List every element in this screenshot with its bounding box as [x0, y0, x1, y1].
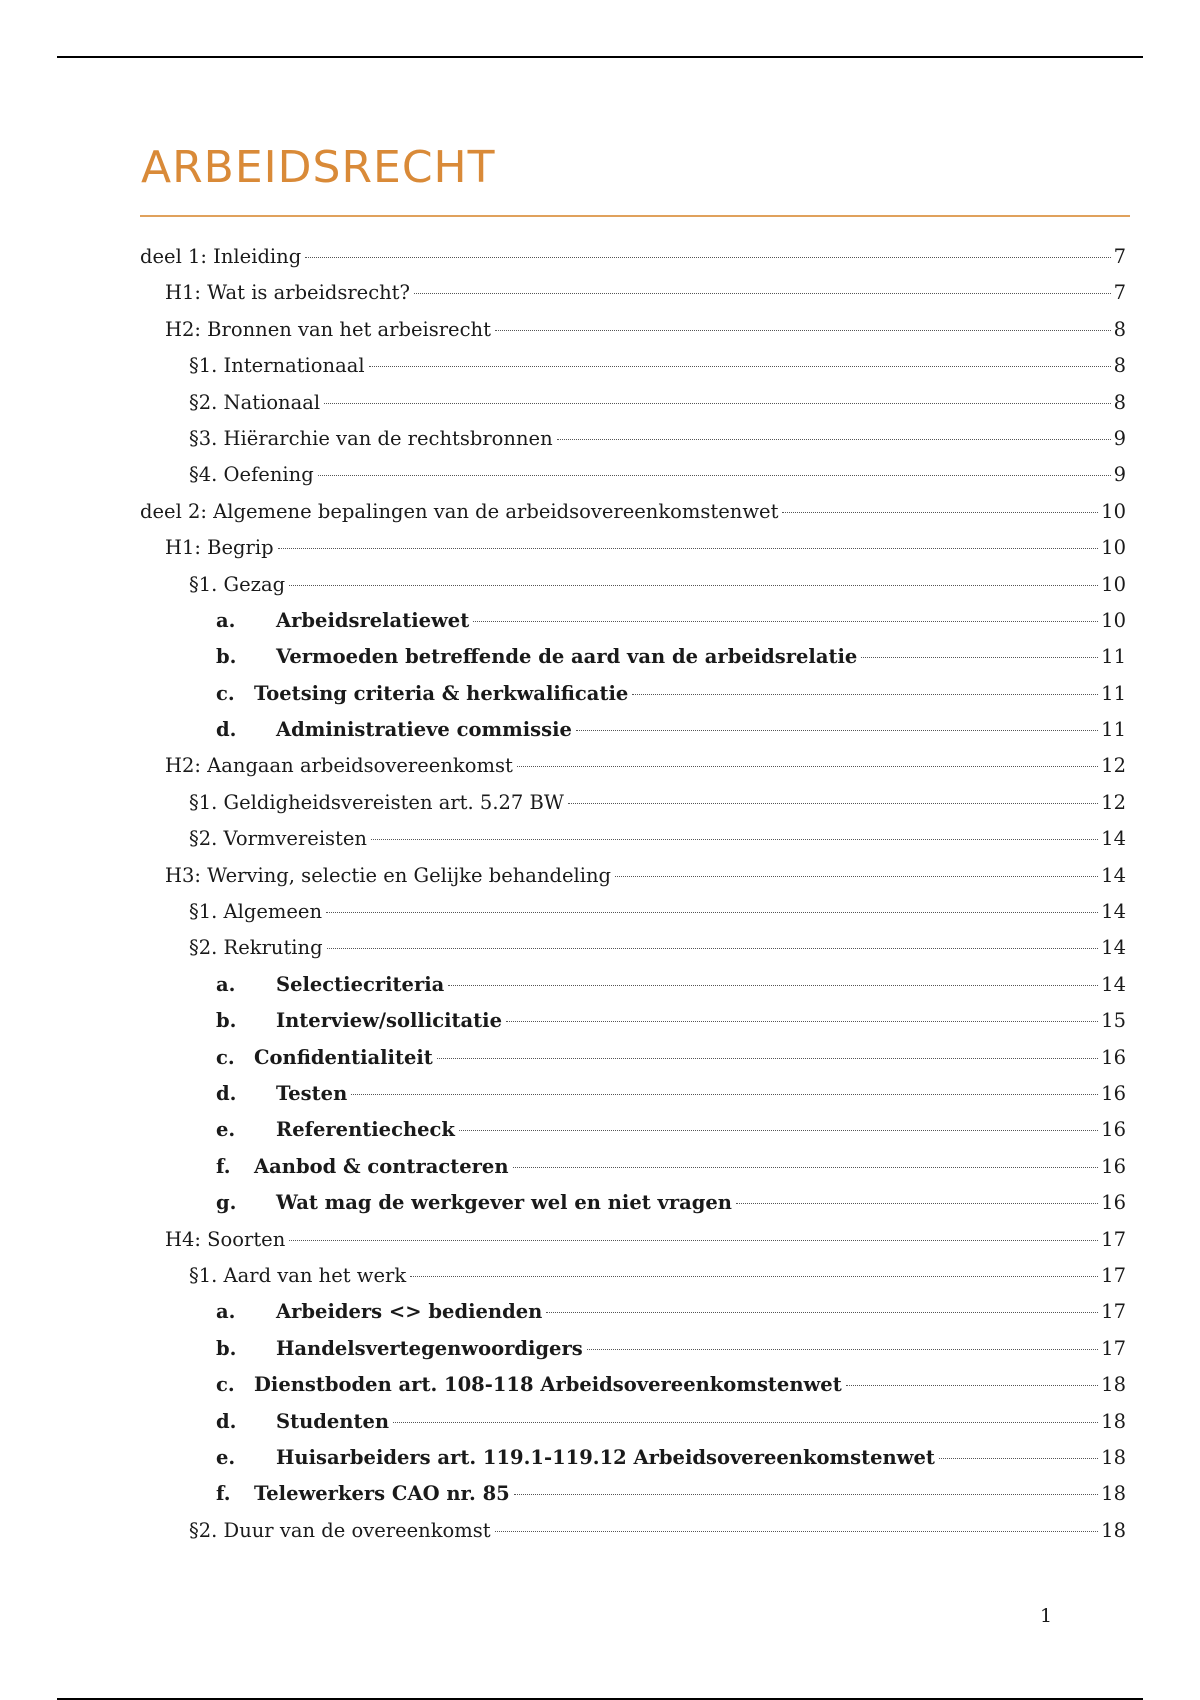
toc-dot-leader [327, 948, 1099, 949]
toc-dot-leader [517, 766, 1098, 767]
toc-entry[interactable] [140, 354, 1126, 390]
toc-page-number: 18 [1101, 1445, 1126, 1469]
toc-dot-leader [473, 621, 1098, 622]
toc-entry-text: Vermoeden betreffende de aard van de arbeidsrelatie [276, 645, 858, 669]
toc-entry-label: c. [216, 681, 235, 705]
toc-entry-label: b. [216, 1009, 237, 1033]
toc-page-number: 10 [1101, 499, 1126, 523]
toc-dot-leader [369, 366, 1111, 367]
toc-dot-leader [513, 1167, 1099, 1168]
toc-page-number: 17 [1101, 1336, 1126, 1360]
toc-entry-text: Toetsing criteria & herkwalificatie [254, 681, 629, 705]
toc-entry-label: c. [216, 1373, 235, 1397]
toc-page-number: 14 [1101, 900, 1126, 924]
toc-entry-text: Administratieve commissie [276, 718, 572, 742]
toc-entry[interactable] [140, 1410, 1126, 1446]
toc-entry[interactable] [140, 718, 1126, 754]
toc-dot-leader [514, 1494, 1098, 1495]
toc-dot-leader [495, 1531, 1099, 1532]
toc-entry[interactable] [140, 463, 1126, 499]
toc-dot-leader [495, 330, 1111, 331]
toc-entry-text: Arbeidsrelatiewet [276, 608, 470, 632]
toc-page-number: 12 [1101, 790, 1126, 814]
toc-page-number: 11 [1101, 681, 1126, 705]
toc-dot-leader [459, 1130, 1098, 1131]
toc-entry[interactable] [140, 1009, 1126, 1045]
toc-dot-leader [861, 657, 1098, 658]
toc-dot-leader [448, 985, 1098, 986]
toc-entry[interactable] [140, 391, 1126, 427]
toc-entry-text: Selectiecriteria [276, 972, 445, 996]
page-number: 1 [1040, 1605, 1053, 1627]
toc-dot-leader [587, 1349, 1098, 1350]
toc-entry[interactable] [140, 791, 1126, 827]
toc-page-number: 16 [1101, 1081, 1126, 1105]
toc-entry-label: f. [216, 1154, 231, 1178]
toc-entry-text: §1. Gezag [189, 572, 286, 596]
toc-entry[interactable] [140, 682, 1126, 718]
toc-entry-text: §1. Aard van het werk [189, 1263, 407, 1287]
toc-page-number: 16 [1101, 1191, 1126, 1215]
toc-entry-label: d. [216, 1409, 237, 1433]
toc-entry-text: Arbeiders <> bedienden [276, 1300, 543, 1324]
toc-entry-text: H1: Begrip [165, 536, 274, 560]
toc-entry[interactable] [140, 1191, 1126, 1227]
toc-page-number: 16 [1101, 1118, 1126, 1142]
toc-page-number: 18 [1101, 1482, 1126, 1506]
toc-entry[interactable] [140, 1482, 1126, 1518]
toc-dot-leader [437, 1058, 1098, 1059]
toc-entry-text: Huisarbeiders art. 119.1-119.12 Arbeidsovereenkomstenwet [276, 1445, 935, 1469]
toc-page-number: 18 [1101, 1409, 1126, 1433]
toc-page-number: 18 [1101, 1373, 1126, 1397]
toc-entry-text: Referentiecheck [276, 1118, 455, 1142]
toc-entry[interactable] [140, 245, 1126, 281]
toc-entry[interactable] [140, 973, 1126, 1009]
toc-entry[interactable] [140, 1373, 1126, 1409]
toc-page-number: 11 [1101, 645, 1126, 669]
toc-dot-leader [326, 912, 1098, 913]
toc-entry-text: H3: Werving, selectie en Gelijke behandeling [165, 863, 612, 887]
toc-entry-text: Studenten [276, 1409, 390, 1433]
toc-entry-label: b. [216, 1336, 237, 1360]
toc-entry-text: deel 2: Algemene bepalingen van de arbeidsovereenkomstenwet [140, 499, 779, 523]
toc-entry[interactable] [140, 1264, 1126, 1300]
toc-entry-label: d. [216, 1081, 237, 1105]
toc-dot-leader [324, 403, 1110, 404]
toc-page-number: 14 [1101, 827, 1126, 851]
toc-entry-label: a. [216, 1300, 236, 1324]
toc-entry[interactable] [140, 500, 1126, 536]
toc-entry[interactable] [140, 573, 1126, 609]
toc-dot-leader [576, 730, 1098, 731]
toc-entry-text: Telewerkers CAO nr. 85 [254, 1482, 510, 1506]
toc-entry-text: Wat mag de werkgever wel en niet vragen [276, 1191, 732, 1215]
title-underline [140, 215, 1130, 217]
toc-dot-leader [782, 512, 1098, 513]
toc-dot-leader [557, 439, 1111, 440]
toc-page-number: 8 [1113, 317, 1126, 341]
toc-entry-text: §2. Nationaal [189, 390, 321, 414]
toc-dot-leader [289, 585, 1098, 586]
toc-dot-leader [736, 1203, 1098, 1204]
toc-page-number: 8 [1113, 390, 1126, 414]
toc-entry[interactable] [140, 754, 1126, 790]
toc-entry-text: §1. Geldigheidsvereisten art. 5.27 BW [189, 790, 564, 814]
toc-entry[interactable] [140, 536, 1126, 572]
toc-page-number: 17 [1101, 1227, 1126, 1251]
toc-entry-label: c. [216, 1045, 235, 1069]
toc-page-number: 7 [1113, 245, 1126, 268]
toc-dot-leader [351, 1094, 1098, 1095]
toc-entry-label: d. [216, 718, 237, 742]
toc-dot-leader [506, 1021, 1098, 1022]
toc-dot-leader [289, 1240, 1098, 1241]
toc-entry[interactable] [140, 900, 1126, 936]
toc-page-number: 17 [1101, 1300, 1126, 1324]
toc-entry[interactable] [140, 1446, 1126, 1482]
toc-entry[interactable] [140, 864, 1126, 900]
toc-dot-leader [305, 257, 1110, 258]
toc-dot-leader [615, 876, 1098, 877]
toc-entry-text: Dienstboden art. 108-118 Arbeidsovereenkomstenwet [254, 1373, 842, 1397]
toc-page-number: 18 [1101, 1518, 1126, 1542]
table-of-contents [140, 245, 1126, 1555]
toc-entry-text: §2. Duur van de overeenkomst [189, 1518, 491, 1542]
toc-entry-text: H1: Wat is arbeidsrecht? [165, 281, 410, 305]
toc-entry-label: a. [216, 608, 236, 632]
toc-page-number: 10 [1101, 572, 1126, 596]
toc-entry-text: Handelsvertegenwoordigers [276, 1336, 583, 1360]
toc-page-number: 15 [1101, 1009, 1126, 1033]
toc-entry-text: §3. Hiërarchie van de rechtsbronnen [189, 426, 553, 450]
toc-page-number: 11 [1101, 718, 1126, 742]
toc-entry-text: §1. Algemeen [189, 900, 323, 924]
toc-entry-text: §2. Rekruting [189, 936, 323, 960]
toc-entry-text: Testen [276, 1081, 348, 1105]
toc-dot-leader [278, 548, 1099, 549]
toc-entry-text: §2. Vormvereisten [189, 827, 367, 851]
toc-entry[interactable] [140, 318, 1126, 354]
toc-dot-leader [371, 839, 1098, 840]
toc-entry[interactable] [140, 1337, 1126, 1373]
toc-page-number: 17 [1101, 1263, 1126, 1287]
toc-dot-leader [939, 1458, 1098, 1459]
toc-dot-leader [632, 694, 1098, 695]
toc-entry-text: Aanbod & contracteren [254, 1154, 509, 1178]
toc-entry[interactable] [140, 1082, 1126, 1118]
toc-page-number: 14 [1101, 972, 1126, 996]
toc-entry[interactable] [140, 281, 1126, 317]
document-title: ARBEIDSRECHT [141, 142, 496, 193]
toc-entry-text: §1. Internationaal [189, 354, 365, 378]
toc-entry-label: g. [216, 1191, 237, 1215]
toc-entry[interactable] [140, 609, 1126, 645]
toc-entry[interactable] [140, 1118, 1126, 1154]
toc-entry-label: b. [216, 645, 237, 669]
toc-entry[interactable] [140, 645, 1126, 681]
toc-page-number: 10 [1101, 608, 1126, 632]
toc-entry-text: deel 1: Inleiding [140, 245, 302, 268]
toc-entry[interactable] [140, 936, 1126, 972]
toc-dot-leader [546, 1312, 1098, 1313]
toc-entry-label: a. [216, 972, 236, 996]
toc-dot-leader [410, 1276, 1098, 1277]
toc-page-number: 14 [1101, 863, 1126, 887]
toc-entry[interactable] [140, 1519, 1126, 1555]
toc-page-number: 10 [1101, 536, 1126, 560]
toc-entry-text: H2: Bronnen van het arbeisrecht [165, 317, 491, 341]
toc-dot-leader [846, 1385, 1098, 1386]
toc-entry-label: e. [216, 1118, 236, 1142]
toc-page-number: 12 [1101, 754, 1126, 778]
toc-entry-text: H2: Aangaan arbeidsovereenkomst [165, 754, 513, 778]
toc-dot-leader [414, 293, 1111, 294]
toc-entry[interactable] [140, 1046, 1126, 1082]
toc-dot-leader [393, 1422, 1098, 1423]
toc-page-number: 8 [1113, 354, 1126, 378]
toc-entry-label: e. [216, 1445, 236, 1469]
toc-page-number: 9 [1113, 426, 1126, 450]
toc-page-number: 16 [1101, 1045, 1126, 1069]
toc-entry-text: Confidentialiteit [254, 1045, 433, 1069]
toc-entry-label: f. [216, 1482, 231, 1506]
toc-entry-text: H4: Soorten [165, 1227, 286, 1251]
toc-entry-text: Interview/sollicitatie [276, 1009, 502, 1033]
toc-page-number: 7 [1113, 281, 1126, 305]
toc-entry[interactable] [140, 1300, 1126, 1336]
toc-entry[interactable] [140, 427, 1126, 463]
header-rule [57, 56, 1143, 58]
toc-page-number: 16 [1101, 1154, 1126, 1178]
toc-entry[interactable] [140, 827, 1126, 863]
toc-dot-leader [568, 803, 1098, 804]
toc-entry[interactable] [140, 1228, 1126, 1264]
toc-entry-text: §4. Oefening [189, 463, 314, 487]
toc-page-number: 14 [1101, 936, 1126, 960]
toc-entry[interactable] [140, 1155, 1126, 1191]
toc-page-number: 9 [1113, 463, 1126, 487]
toc-dot-leader [318, 475, 1111, 476]
